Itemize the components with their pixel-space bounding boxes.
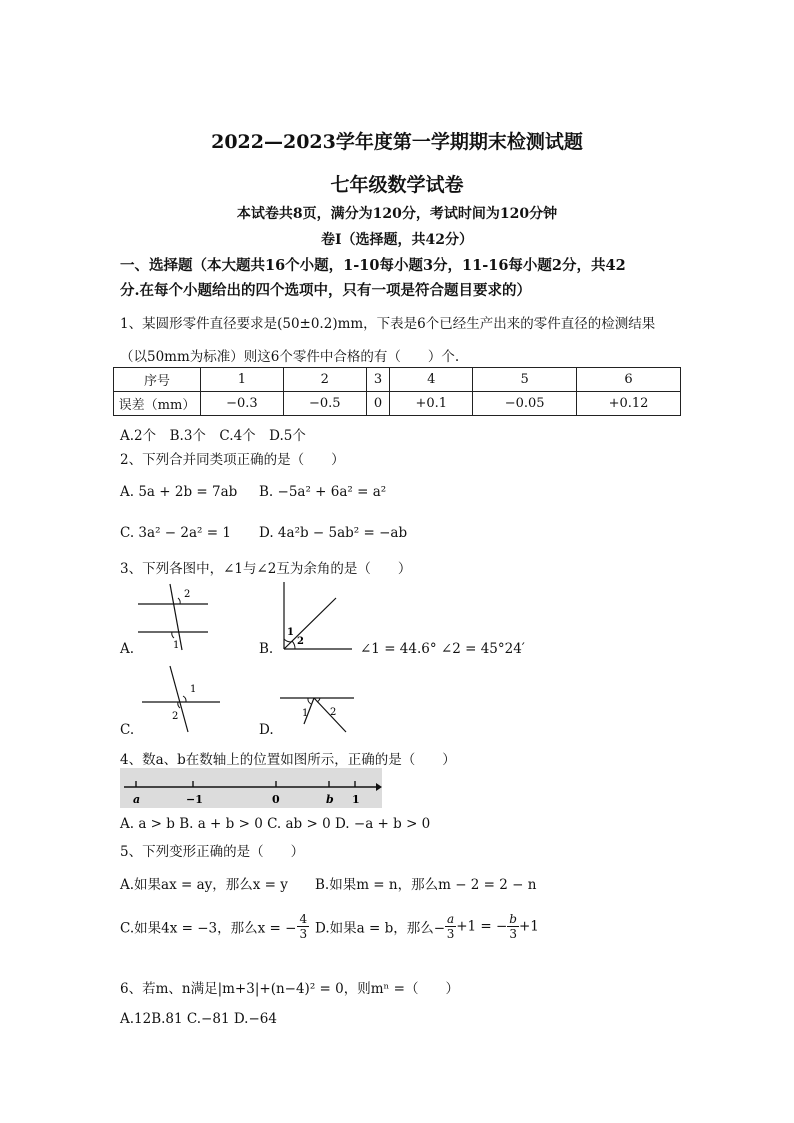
- figure-c: [140, 664, 230, 734]
- q5-d-suffix: +1: [518, 918, 539, 935]
- q2-option-c: C. 3a² − 2a² = 1: [120, 525, 231, 541]
- page-subtitle: 七年级数学试卷: [330, 174, 464, 196]
- q6-stem: 6、若m、n满足|m+3|+(n−4)² = 0，则mⁿ =（ ）: [120, 981, 459, 997]
- angle-2-label: 2: [330, 707, 337, 718]
- q3-label-b: B.: [259, 641, 274, 657]
- numerator: b: [509, 912, 517, 926]
- table-cell: 6: [577, 368, 681, 392]
- section-heading-line1: 一、选择题（本大题共16个小题，1-10每小题3分，11-16每小题2分，共42: [120, 257, 626, 274]
- error-table: [113, 367, 681, 416]
- denominator: 3: [509, 927, 517, 941]
- axis-label-1: 1: [352, 793, 360, 806]
- q4-stem: 4、数a、b在数轴上的位置如图所示，正确的是（ ）: [120, 752, 456, 768]
- table-cell: 2: [283, 368, 366, 392]
- denominator: 3: [446, 927, 455, 941]
- axis-label-a: a: [133, 793, 141, 806]
- table-cell: 1: [201, 368, 284, 392]
- fraction: [297, 912, 309, 941]
- angle-1-label: 1: [302, 708, 309, 719]
- table-cell: 5: [473, 368, 577, 392]
- numerator: 4: [299, 912, 308, 926]
- q2-option-d: D. 4a²b − 5ab² = −ab: [259, 525, 408, 541]
- angle-2-label: 2: [184, 589, 191, 600]
- number-line: [120, 768, 382, 808]
- table-cell: +0.12: [577, 392, 681, 416]
- table-cell: 4: [390, 368, 473, 392]
- axis-label-b: b: [326, 793, 334, 806]
- q5-option-d: [315, 912, 539, 952]
- table-cell: 0: [366, 392, 390, 416]
- q5-d-mid: +1 = −: [456, 918, 508, 935]
- numerator: a: [447, 912, 455, 926]
- axis-label-neg1: −1: [186, 793, 203, 806]
- angle-2-label: 2: [172, 711, 179, 722]
- q5-option-c: [120, 912, 309, 952]
- q5-option-b: B.如果m = n，那么m − 2 = 2 − n: [315, 877, 537, 893]
- q3-label-d: D.: [259, 722, 274, 738]
- fraction: [445, 912, 456, 941]
- q3-label-c: C.: [120, 722, 135, 738]
- denominator: 3: [299, 927, 308, 941]
- figure-a: [136, 582, 216, 652]
- table-row: [114, 392, 681, 416]
- page-title: 2022—2023学年度第一学期期末检测试题: [211, 131, 583, 153]
- angle-2-label: 2: [297, 636, 304, 647]
- section-heading-line2: 分.在每个小题给出的四个选项中，只有一项是符合题目要求的）: [120, 282, 532, 299]
- table-cell: −0.5: [283, 392, 366, 416]
- fraction: [507, 912, 519, 941]
- q3-b-caption: ∠1 = 44.6° ∠2 = 45°24′: [360, 641, 525, 657]
- q5-d-prefix: D.如果a = b，那么−: [315, 920, 446, 937]
- q1-stem-line1: 1、某圆形零件直径要求是(50±0.2)mm，下表是6个已经生产出来的零件直径的检测结果: [120, 316, 656, 332]
- table-cell: +0.1: [390, 392, 473, 416]
- q6-options: A.12B.81 C.−81 D.−64: [120, 1011, 277, 1027]
- q1-options: A.2个 B.3个 C.4个 D.5个: [120, 428, 306, 444]
- figure-d: [278, 688, 368, 738]
- angle-1-label: 1: [287, 627, 294, 638]
- table-cell: −0.05: [473, 392, 577, 416]
- q2-option-b: B. −5a² + 6a² = a²: [259, 484, 387, 500]
- q3-label-a: A.: [120, 641, 135, 657]
- table-header-cell: 序号: [114, 368, 201, 392]
- table-row: [114, 368, 681, 392]
- angle-1-label: 1: [173, 640, 180, 651]
- q4-options: A. a > b B. a + b > 0 C. ab > 0 D. −a + b > 0: [120, 816, 431, 832]
- axis-label-0: 0: [272, 793, 280, 806]
- table-cell: 3: [366, 368, 390, 392]
- q5-c-prefix: C.如果4x = −3，那么x = −: [120, 920, 297, 937]
- table-header-cell: 误差（mm）: [114, 392, 201, 416]
- q3-stem: 3、下列各图中，∠1与∠2互为余角的是（ ）: [120, 561, 412, 577]
- angle-1-label: 1: [190, 684, 197, 695]
- figure-b: [278, 580, 368, 655]
- q1-stem-line2: （以50mm为标准）则这6个零件中合格的有（ ）个.: [120, 349, 460, 365]
- volume-heading: 卷Ⅰ（选择题，共42分）: [320, 232, 474, 248]
- q2-stem: 2、下列合并同类项正确的是（ ）: [120, 452, 345, 468]
- q5-stem: 5、下列变形正确的是（ ）: [120, 844, 305, 860]
- q5-option-a: A.如果ax = ay，那么x = y: [120, 877, 288, 893]
- table-cell: −0.3: [201, 392, 284, 416]
- exam-info: 本试卷共8页，满分为120分，考试时间为120分钟: [236, 206, 558, 222]
- q2-option-a: A. 5a + 2b = 7ab: [120, 484, 238, 500]
